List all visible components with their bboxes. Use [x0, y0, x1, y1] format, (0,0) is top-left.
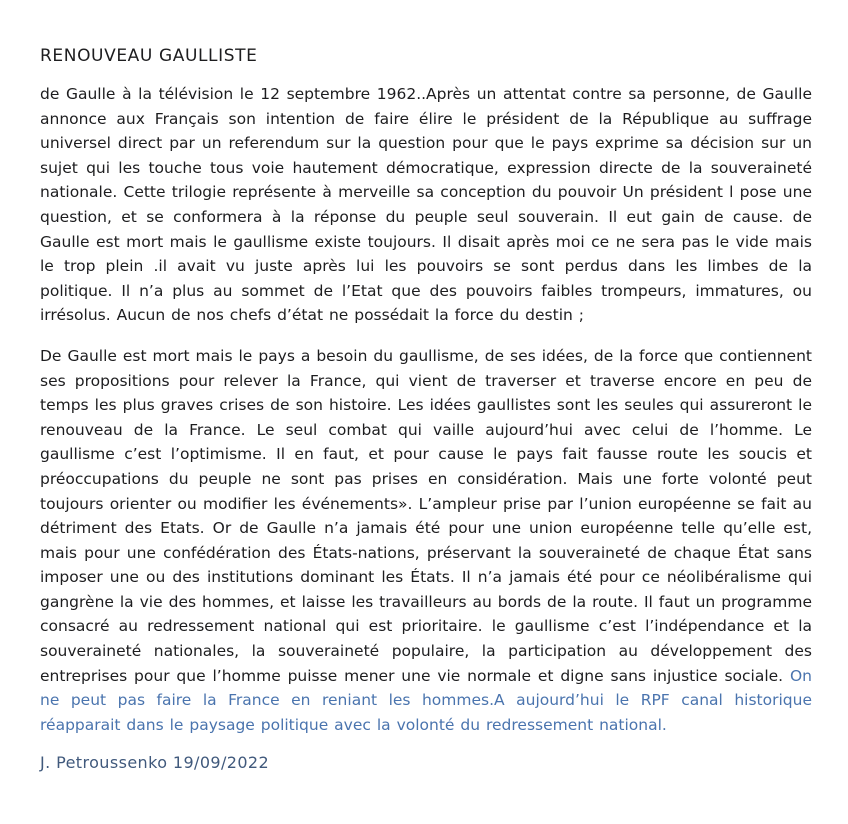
signature-line: J. Petroussenko 19/09/2022: [40, 753, 270, 773]
paragraph-1-text: de Gaulle à la télévision le 12 septembre 1962..Après un attentat contre sa personne, de Gaulle annonce aux Français son intention de faire élire le président de la République au suffrage universel direct par un referendum sur la question pour que le pays exprime sa décision sur un sujet qui les touche tous voie hautement démocratique, expression directe de la souveraineté nationale. Cette trilogie représente à merveille sa conception du pouvoir Un président l pose une question, et se conformera à la réponse du peuple seul souverain. Il eut gain de cause. de Gaulle est mort mais le gaullisme existe toujours. Il disait après moi ce ne sera pas le vide mais le trop plein .il avait vu juste après lui les pouvoirs se sont perdus dans les limbes de la politique. Il n’a plus au sommet de l’Etat que des pouvoirs faibles trompeurs, immatures, ou irrésolus. Aucun de nos chefs d’état ne possédait la force du destin ;: [40, 85, 812, 325]
document-title: RENOUVEAU GAULLISTE: [40, 46, 258, 66]
paragraph-1: [40, 82, 812, 328]
paragraph-2-blue-text: On ne peut pas faire la France en reniant les hommes.A aujourd’hui le RPF canal historique réapparait dans le paysage politique avec la volonté du redressement national.: [40, 666, 812, 734]
paragraph-2-black-text: De Gaulle est mort mais le pays a besoin du gaullisme, de ses idées, de la force que contiennent ses propositions pour relever la France, qui vient de traverser et traverse encore en peu de temps les plus graves crises de son histoire. Les idées gaullistes sont les seules qui assureront le renouveau de la France. Le seul combat qui vaille aujourd’hui avec celui de l’homme. Le gaullisme c’est l’optimisme. Il en faut, et pour cause le pays fait fausse route les soucis et préoccupations du peuple ne sont pas prises en considération. Mais une forte volonté peut toujours orienter ou modifier les événements». L’ampleur prise par l’union européenne se fait au détriment des Etats. Or de Gaulle n’a jamais été pour une union européenne telle qu’elle est, mais pour une confédération des États-nations, préservant la souveraineté de chaque État sans imposer une ou des institutions dominant les États. Il n’a jamais été pour ce néolibéralisme qui gangrène la vie des hommes, et laisse les travailleurs au bords de la route. Il faut un programme consacré au redressement national qui est prioritaire. le gaullisme c’est l’indépendance et la souveraineté nationales, la souveraineté populaire, la participation au développement des entreprises pour que l’homme puisse mener une vie normale et digne sans injustice sociale.: [40, 346, 812, 685]
paragraph-2: [40, 344, 812, 738]
